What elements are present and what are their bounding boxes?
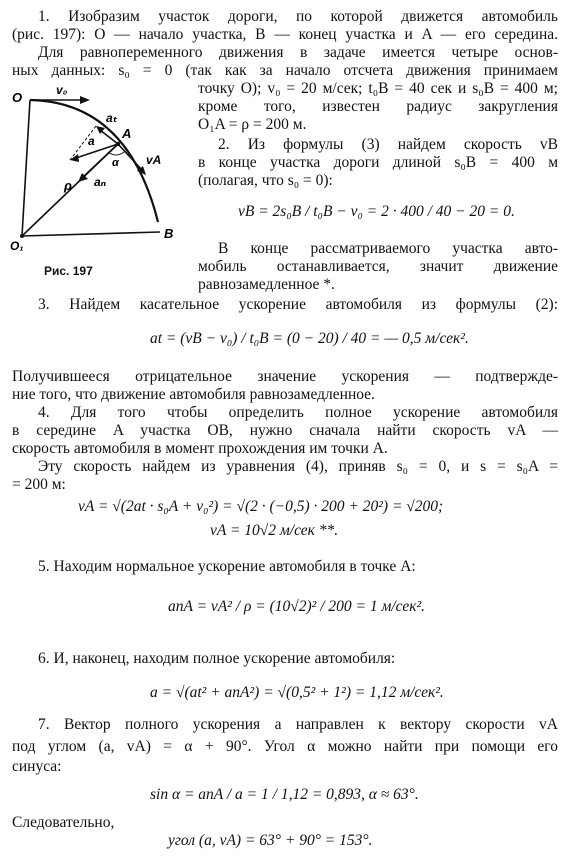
text-line: скорость автомобиля в момент прохождения им точки A. [12,440,388,457]
text-line: 2. Из формулы (3) найдем скорость vB [218,136,558,153]
text-line: равнозамедленное *. [198,276,335,293]
label-v0: v₀ [56,83,68,97]
text-line: В конце рассматриваемого участка авто- [218,240,558,257]
formula-at: at = (vB − v₀) / t₀B = (0 − 20) / 40 = — 0,5 м/сек². [150,330,469,347]
label-at: aₜ [106,111,118,125]
point-o1 [20,234,24,238]
formula-sin: sin α = anA / a = 1 / 1,12 = 0,893, α ≈ 63°. [150,786,419,803]
formula-an: anA = vA² / ρ = (10√2)² / 200 = 1 м/сек². [168,598,425,615]
text-line: 1. Изобразим участок дороги, по которой движется автомобиль [38,8,558,25]
figure-197 [8,82,198,257]
formula-vb: vB = 2s₀B / t₀B − v₀ = 2 · 400 / 40 − 20 = 0. [238,203,515,220]
va-vector [118,144,142,170]
text-line: 7. Вектор полного ускорения a направлен к вектору скорости vA [38,716,558,733]
formula-angle: угол (a, vA) = 63° + 90° = 153°. [168,832,373,849]
formula-va-1: vA = √(2at · s₀A + v₀²) = √(2 · (−0,5) · 200 + 20²) = √200; [78,498,444,515]
radius-line-o [22,100,30,236]
text-line: (полагая, что s₀ = 0): [198,172,333,189]
text-line: = 200 м: [12,476,66,493]
text-line: точку O); v₀ = 20 м/сек; t₀B = 40 сек и s₀B = 400 м; [198,80,558,97]
label-an: aₙ [94,175,107,189]
text-line: под углом (a, vA) = α + 90°. Угол α можно найти при помощи его [12,738,558,755]
text-line: O₁A = ρ = 200 м. [198,116,307,133]
v0-arrowhead [80,96,90,104]
label-rho: ρ [64,178,72,193]
figure-caption: Рис. 197 [44,264,93,278]
text-line: в середине A участка OB, нужно сначала найти скорость vA — [12,422,558,439]
text-line: мобиль останавливается, значит движение [198,258,558,275]
text-line: Эту скорость найдем из уравнения (4), приняв s₀ = 0, и s = s₀A = [38,458,558,475]
alpha-arc [108,152,124,155]
text-line: Для равнопеременного движения в задаче имеется четыре основ- [38,44,558,61]
formula-va-2: vA = 10√2 м/сек **. [210,522,339,539]
text-line: кроме того, известен радиус закругления [198,98,558,115]
label-a-point: A [122,126,132,141]
label-a-vector: a [88,134,95,148]
text-line: в конце участка дороги длиной s₀B = 400 м [198,154,558,171]
text-line: 4. Для того чтобы определить полное ускорение автомобиля [38,404,558,421]
text-line: (рис. 197): O — начало участка, B — конец участка и A — его середина. [12,26,558,43]
text-line: 5. Находим нормальное ускорение автомобиля в точке A: [38,558,416,575]
text-line: синуса: [12,758,62,775]
label-o1: O₁ [10,239,24,253]
text-line: ных данных: s₀ = 0 (так как за начало отсчета движения принимаем [12,62,558,79]
text-line: Следовательно, [12,814,115,831]
label-va: vA [146,153,162,167]
road-arc [30,100,158,222]
label-o: O [12,90,23,105]
point-a [116,142,120,146]
text-line: 6. И, наконец, находим полное ускорение автомобиля: [38,650,396,667]
text-line: Получившееся отрицательное значение ускорения — подтвержде- [12,368,558,385]
label-alpha: α [112,157,119,169]
text-line: 3. Найдем касательное ускорение автомобиля из формулы (2): [38,296,558,313]
formula-a: a = √(at² + anA²) = √(0,5² + 1²) = 1,12 м/сек². [150,684,444,701]
label-b: B [164,226,174,241]
base-line [22,232,160,236]
text-line: ние того, что движение автомобиля равнозамедленное. [12,386,375,403]
